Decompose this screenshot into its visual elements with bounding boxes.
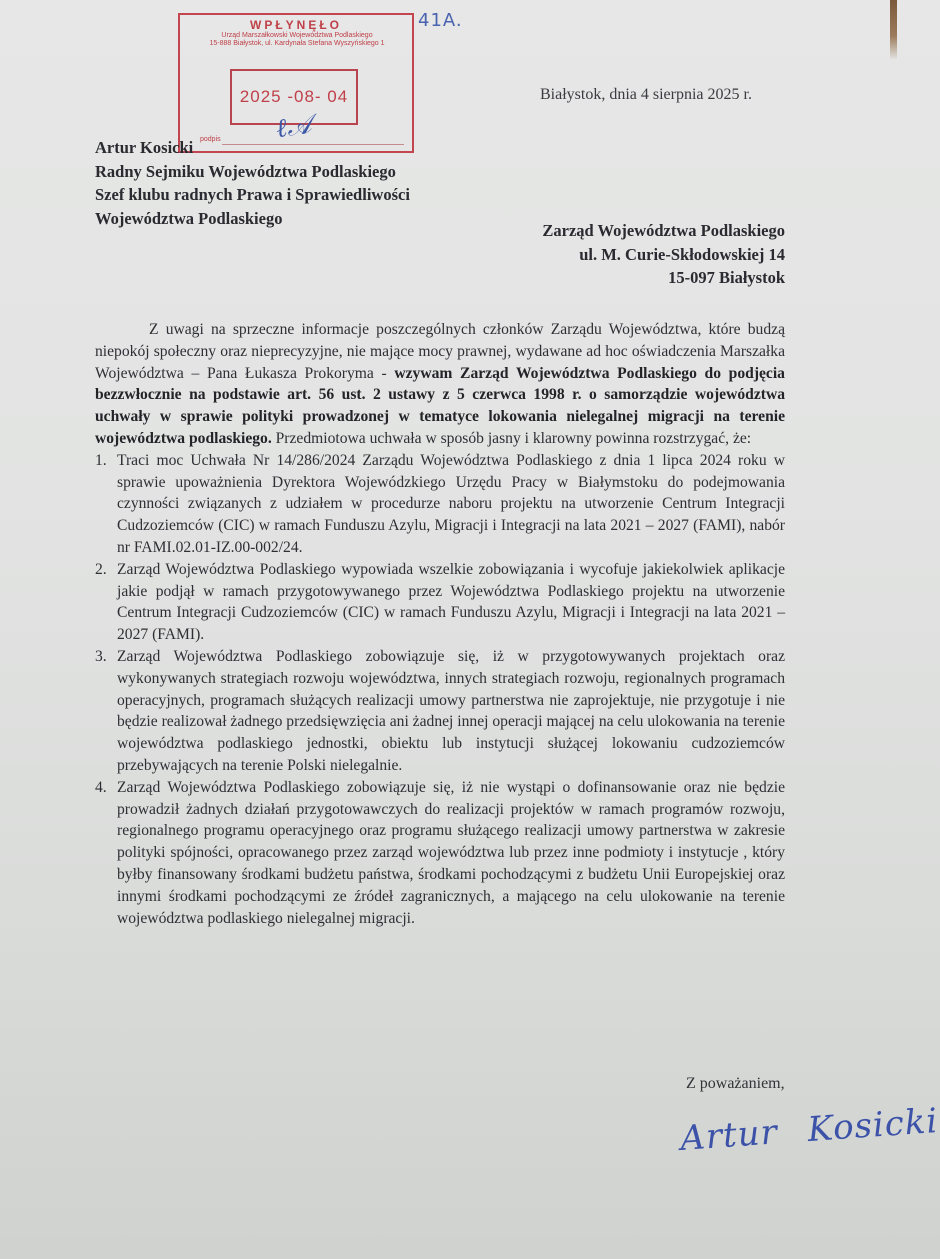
list-item: [95, 777, 785, 930]
closing-salutation: Z poważaniem,: [686, 1075, 785, 1092]
list-item-text: Zarząd Województwa Podlaskiego wypowiada wszelkie zobowiązania i wycofuje jakiekolwiek aplikacje jakie podjął w ramach przygotowywanego przez Województwa Podlaskiego projektu na utworzenie Centrum Integracji Cudzoziemców (CIC) w ramach Funduszu Azylu, Migracji i Integracji na lata 2021 – 2027 (FAMI).: [117, 560, 785, 644]
handwritten-signature: [679, 1101, 940, 1159]
intro-paragraph: [95, 319, 785, 450]
list-item-text: Traci moc Uchwała Nr 14/286/2024 Zarządu Województwa Podlaskiego z dnia 1 lipca 2024 roku w sprawie upoważnienia Dyrektora Wojewódzkiego Urzędu Pracy w Białymstoku do podejmowania czynności związanych z udziałem w procedurze naboru projektu na utworzenie Centrum Integracji Cudzoziemców (CIC) w ramach Funduszu Azylu, Migracji i Integracji na lata 2021 – 2027 (FAMI), nabór nr FAMI.02.01-IZ.00-002/24.: [117, 451, 785, 556]
stamp-office-address: 15-888 Białystok, ul. Kardynała Stefana Wyszyńskiego 1: [209, 40, 385, 47]
intro-demand: wzywam Zarząd Województwa Podlaskiego do podjęcia bezzwłocznie na podstawie art. 56 ust. 2 ustawy z 5 czerwca 1998 r. o samorządzie województwa uchwały w sprawie polityki prowadzonej w tematyce lokowania nielegalnej migracji na terenie województwa podlaskiego.: [95, 364, 785, 447]
sender-role-cont: Województwa Podlaskiego: [95, 208, 283, 228]
recipient-name: Zarząd Województwa Podlaskiego: [542, 221, 785, 240]
letter-body: [95, 319, 785, 929]
list-item: [95, 646, 785, 777]
list-item-number: 1.: [95, 451, 107, 469]
stamp-office-name: Urząd Marszałkowski Województwa Podlaskiego: [221, 32, 373, 39]
list-item-number: 2.: [95, 560, 107, 578]
intro-tail: Przedmiotowa uchwała w sposób jasny i klarowny powinna rozstrzygać, że:: [271, 429, 752, 447]
handwritten-initials: ℓ𝒜: [274, 109, 314, 145]
signature-first: Artur: [678, 1112, 780, 1159]
list-item-text: Zarząd Województwa Podlaskiego zobowiązuje się, iż w przygotowywanych projektach oraz wykonywanych strategiach rozwoju województwa, innych strategiach rozwoju, regionalnych programach operacyjnych, programach służących realizacji umowy partnerstwa nie zaprojektuje, nie przygotuje i nie będzie realizował żadnego przedsięwzięcia ani żadnej innej operacji mającej na celu ulokowania na terenie województwa podlaskiego jednostki, obiektu lub instytucji służącej lokowaniu cudzoziemców przebywających na terenie Polski nielegalnie.: [117, 647, 786, 774]
demands-list: [95, 450, 785, 930]
stamp-date: 2025 -08- 04: [230, 69, 358, 125]
sender-block: [95, 136, 410, 230]
sender-title: Radny Sejmiku Województwa Podlaskiego: [95, 161, 396, 181]
list-item-number: 3.: [95, 647, 107, 665]
intro-text: Z uwagi na sprzeczne informacje poszczególnych członków Zarządu Województwa, które budzą niepokój społeczny oraz nieprecyzyjne, nie mające mocy prawnej, wydawane ad hoc oświadczenia Marszałka Województwa – Pana Łukasza Prokoryma -: [95, 321, 785, 382]
list-item: [95, 559, 785, 646]
list-item-number: 4.: [95, 778, 107, 796]
sender-name: Artur Kosicki: [95, 138, 194, 157]
stamp-title: WPŁYNĘŁO: [250, 18, 342, 32]
paper-edge-shadow: [890, 0, 897, 60]
list-item: [95, 450, 785, 559]
recipient-block: [542, 219, 785, 290]
place-and-date: Białystok, dnia 4 sierpnia 2025 r.: [540, 86, 752, 103]
recipient-city: 15-097 Białystok: [668, 268, 785, 287]
list-item-text: Zarząd Województwa Podlaskiego zobowiązuje się, iż nie wystąpi o dofinansowanie oraz nie będzie prowadził żadnych działań przygotowawczych do realizacji projektów w ramach programów rozwoju, regionalnego programu operacyjnego oraz programu służącego realizacji umowy partnerstwa w zakresie polityki spójności, opracowanego przez zarząd województwa lub przez inne podmioty i instytucje , który byłby finansowany środkami budżetu państwa, środkami pochodzącymi z budżetu Unii Europejskiej oraz innymi środkami pochodzącymi ze źródeł zagranicznych, a mającego na celu ulokowanie na terenie województwa podlaskiego nielegalnej migracji.: [117, 778, 785, 927]
sender-role: Szef klubu radnych Prawa i Sprawiedliwości: [95, 185, 410, 204]
signature-last: Kosicki: [806, 1101, 940, 1151]
handwritten-registry-number: 41A.: [418, 10, 463, 31]
stamp-signature-label: podpis: [200, 136, 221, 143]
recipient-street: ul. M. Curie-Skłodowskiej 14: [579, 244, 785, 264]
